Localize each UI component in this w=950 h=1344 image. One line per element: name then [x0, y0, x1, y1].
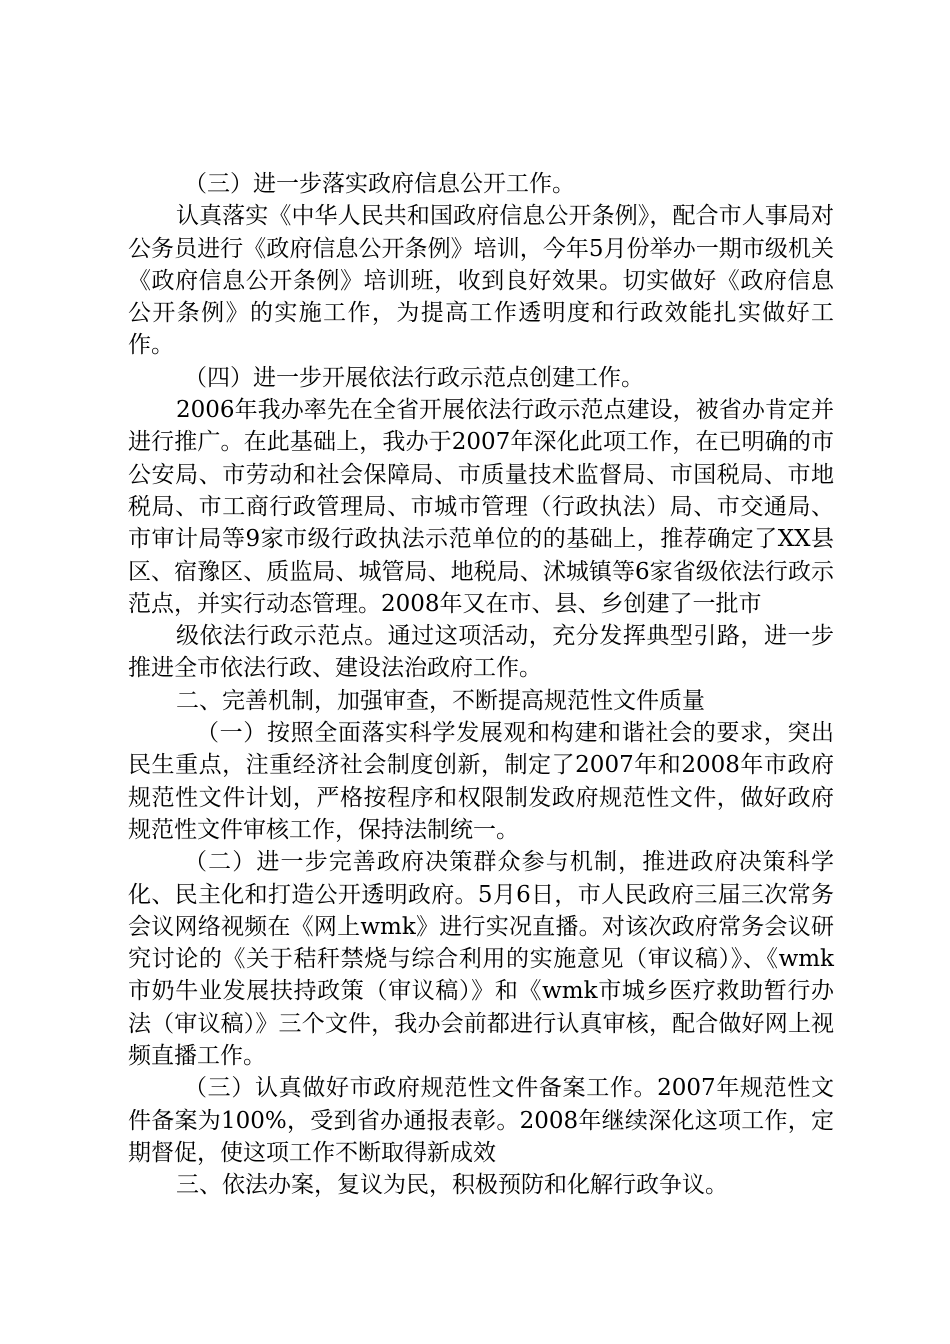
section-heading: （三）进一步落实政府信息公开工作。: [184, 171, 575, 197]
paragraph: （三）认真做好市政府规范性文件备案工作。2007年规范性文件备案为100%，受到省办通报表彰。2008年继续深化这项工作，定期督促，使这项工作不断取得新成效: [128, 1075, 834, 1166]
section-heading: （四）进一步开展依法行政示范点创建工作。: [184, 364, 644, 391]
paragraph: （一）按照全面落实科学发展观和构建和谐社会的要求，突出民生重点，注重经济社会制度创新，制定了2007年和2008年市政府规范性文件计划，严格按程序和权限制发政府规范性文件，做好政府规范性文件审核工作，保持法制统一。: [128, 720, 834, 843]
section-heading: 二、完善机制，加强审查，不断提高规范性文件质量: [176, 687, 705, 714]
section-heading: 三、依法办案，复议为民，积极预防和化解行政争议。: [176, 1172, 728, 1199]
paragraph: 2006年我办率先在全省开展依法行政示范点建设，被省办肯定并进行推广。在此基础上，我办于2007年深化此项工作，在已明确的市公安局、市劳动和社会保障局、市质量技术监督局、市国税局、市地税局、市工商行政管理局、市城市管理（行政执法）局、市交通局、市审计局等9家市级行政执法示范单位的的基础上，推荐确定了XX县区、宿豫区、质监局、城管局、地税局、沭城镇等6家省级依法行政示范点，并实行动态管理。2008年又在市、县、乡创建了一批市: [128, 397, 834, 617]
paragraph: 认真落实《中华人民共和国政府信息公开条例》，配合市人事局对公务员进行《政府信息公开条例》培训，今年5月份举办一期市级机关《政府信息公开条例》培训班，收到良好效果。切实做好《政府信息公开条例》的实施工作，为提高工作透明度和行政效能扎实做好工作。: [128, 203, 834, 359]
paragraph: 级依法行政示范点。通过这项活动，充分发挥典型引路，进一步推进全市依法行政、建设法治政府工作。: [128, 623, 834, 682]
paragraph: （二）进一步完善政府决策群众参与机制，推进政府决策科学化、民主化和打造公开透明政府。5月6日，市人民政府三届三次常务会议网络视频在《网上wmk》进行实况直播。对该次政府常务会议研究讨论的《关于秸秆禁烧与综合利用的实施意见（审议稿）》、《wmk市奶牛业发展扶持政策（审议稿）》和《wmk市城乡医疗救助暂行办法（审议稿）》三个文件，我办会前都进行认真审核，配合做好网上视频直播工作。: [128, 849, 834, 1070]
document-body: [128, 168, 834, 1202]
